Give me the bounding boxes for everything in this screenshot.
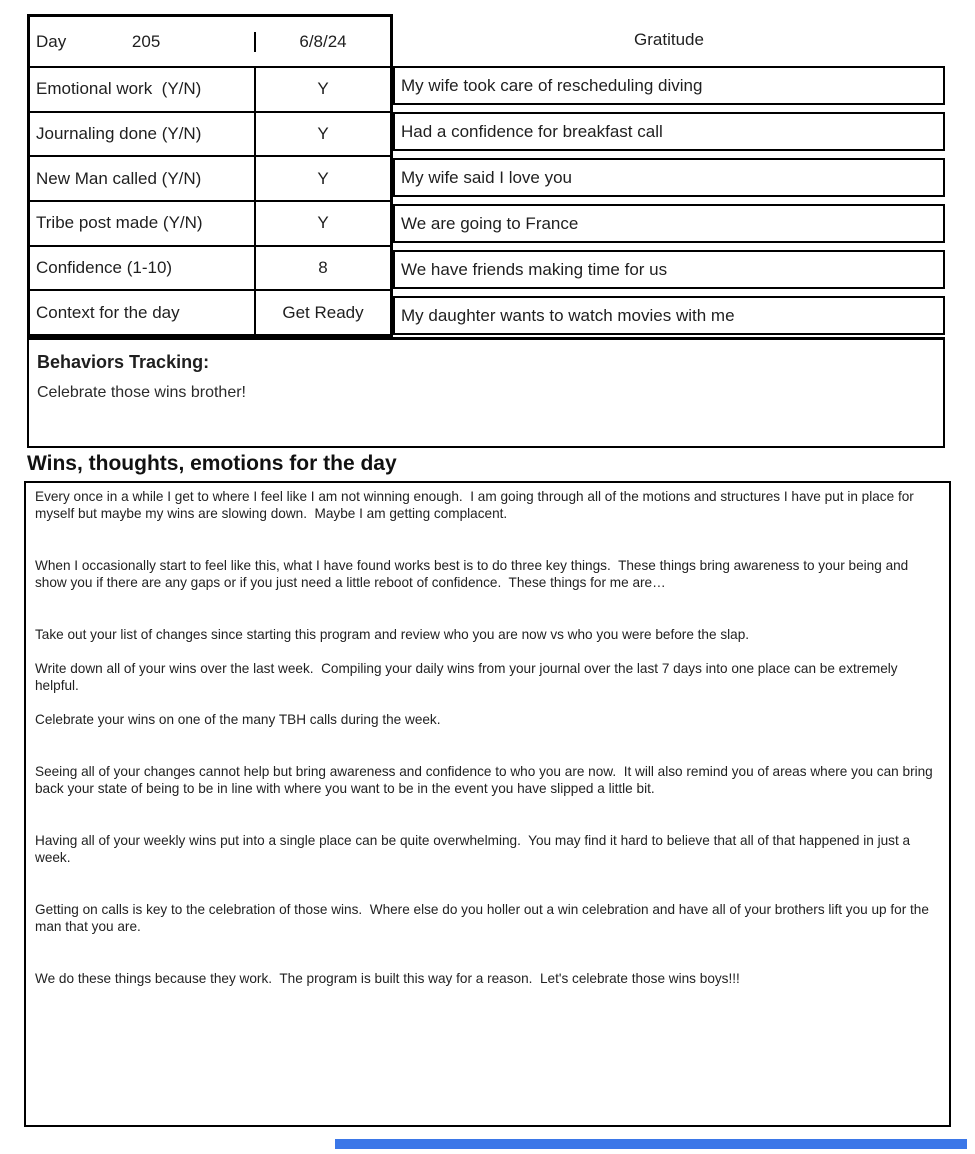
tracker-row — [30, 289, 390, 334]
gratitude-entry[interactable]: My daughter wants to watch movies with me — [393, 296, 945, 335]
tracker-header-row — [30, 17, 390, 66]
tracker-row-value[interactable]: Y — [254, 68, 390, 111]
behaviors-box — [27, 337, 945, 448]
gratitude-entry[interactable]: We have friends making time for us — [393, 250, 945, 289]
tracker-row — [30, 111, 390, 156]
essay-paragraph: Write down all of your wins over the last week. Compiling your daily wins from your journal over the last 7 days into one place can be extremely helpful. — [35, 661, 902, 693]
essay-paragraph: We do these things because they work. The program is built this way for a reason. Let's celebrate those wins boys!!! — [35, 971, 740, 986]
essay-paragraph: When I occasionally start to feel like this, what I have found works best is to do three key things. These things bring awareness to your being and show you if there are any gaps or if you just need a little reboot of confidence. These things for me are… — [35, 558, 913, 590]
essay-paragraph: Celebrate your wins on one of the many TBH calls during the week. — [35, 712, 441, 727]
essay-paragraph: Seeing all of your changes cannot help but bring awareness and confidence to who you are now. It will also remind you of areas where you can bring back your state of being to be in line with where you want to be in the event you have slipped a little bit. — [35, 764, 937, 796]
tracker-row-value[interactable]: 8 — [254, 247, 390, 290]
essay-paragraph: Getting on calls is key to the celebration of those wins. Where else do you holler out a win celebration and have all of your brothers lift you up for the man that you are. — [35, 902, 933, 934]
essay-paragraph: Having all of your weekly wins put into a single place can be quite overwhelming. You may find it hard to believe that all of that happened in just a week. — [35, 833, 914, 865]
behaviors-title: Behaviors Tracking: — [37, 352, 210, 372]
gratitude-column — [393, 14, 945, 342]
tracker-row-value[interactable]: Y — [254, 157, 390, 200]
tracker-row — [30, 155, 390, 200]
tracker-row-value[interactable]: Y — [254, 113, 390, 156]
essay-paragraph: Every once in a while I get to where I feel like I am not winning enough. I am going through all of the motions and structures I have put in place for myself but maybe my wins are slowing down. Maybe I am getting complacent. — [35, 489, 918, 521]
tracker-row-value[interactable]: Get Ready — [254, 291, 390, 334]
tracker-row-value[interactable]: Y — [254, 202, 390, 245]
tracker-row-label: Journaling done (Y/N) — [36, 124, 202, 143]
daily-tracker-table — [27, 14, 393, 337]
gratitude-entry[interactable]: Had a confidence for breakfast call — [393, 112, 945, 151]
gratitude-entry[interactable]: My wife took care of rescheduling diving — [393, 66, 945, 105]
day-number[interactable]: 205 — [131, 31, 161, 51]
behaviors-note[interactable]: Celebrate those wins brother! — [37, 384, 246, 401]
tracker-row-label: Confidence (1-10) — [36, 258, 173, 278]
wins-essay-box[interactable] — [24, 481, 951, 1127]
tracker-row-label: Emotional work (Y/N) — [36, 79, 202, 99]
gratitude-header: Gratitude — [634, 30, 704, 49]
tracker-row-label: New Man called (Y/N) — [36, 168, 202, 188]
day-label: Day — [36, 31, 67, 51]
bottom-blue-element — [335, 1139, 967, 1149]
tracker-row — [30, 200, 390, 245]
tracker-row-label: Tribe post made (Y/N) — [36, 213, 203, 233]
tracker-row — [30, 66, 390, 111]
wins-heading: Wins, thoughts, emotions for the day — [27, 452, 397, 475]
gratitude-entry[interactable]: We are going to France — [393, 204, 945, 243]
gratitude-entry[interactable]: My wife said I love you — [393, 158, 945, 197]
essay-paragraph: Take out your list of changes since starting this program and review who you are now vs who you were before the slap. — [35, 627, 750, 642]
day-header-cell — [30, 32, 254, 52]
date-cell[interactable]: 6/8/24 — [254, 32, 390, 52]
tracker-row — [30, 245, 390, 290]
tracker-row-label: Context for the day — [36, 302, 180, 322]
